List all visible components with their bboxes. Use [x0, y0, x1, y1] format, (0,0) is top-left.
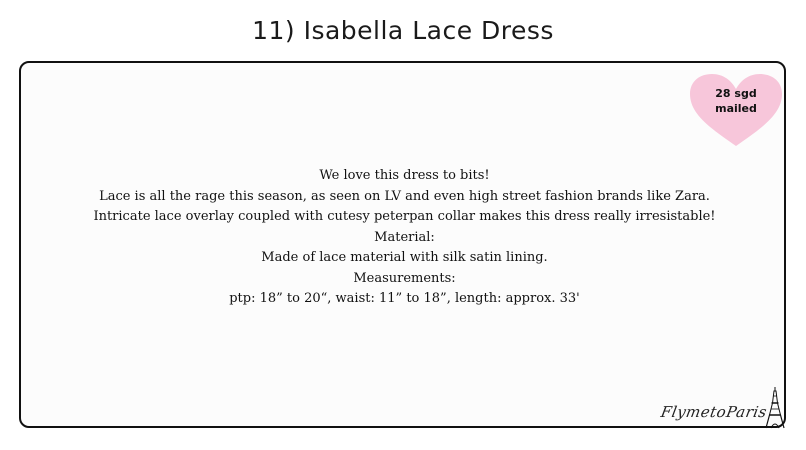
price-shipping: mailed: [715, 102, 757, 115]
price-badge: [688, 72, 784, 148]
eiffel-tower-icon: [765, 387, 785, 429]
material-heading: Material:: [374, 229, 435, 245]
page-title: 11) Isabella Lace Dress: [252, 16, 554, 45]
price-amount: 28 sgd: [715, 87, 757, 100]
measurements-text: ptp: 18” to 20“, waist: 11” to 18”, length: approx. 33': [229, 291, 580, 306]
description-line: Lace is all the rage this season, as seen on LV and even high street fashion brands like Zara.: [99, 188, 710, 204]
material-text: Made of lace material with silk satin lining.: [261, 250, 548, 265]
description-line: We love this dress to bits!: [319, 168, 490, 183]
measurements-heading: Measurements:: [353, 270, 456, 286]
brand-logo: FlymetoParis: [659, 403, 769, 421]
price-text: [688, 86, 784, 116]
description-line: Intricate lace overlay coupled with cutesy peterpan collar makes this dress really irresistable!: [93, 209, 716, 224]
product-card: [19, 61, 786, 428]
product-description: [21, 166, 788, 310]
